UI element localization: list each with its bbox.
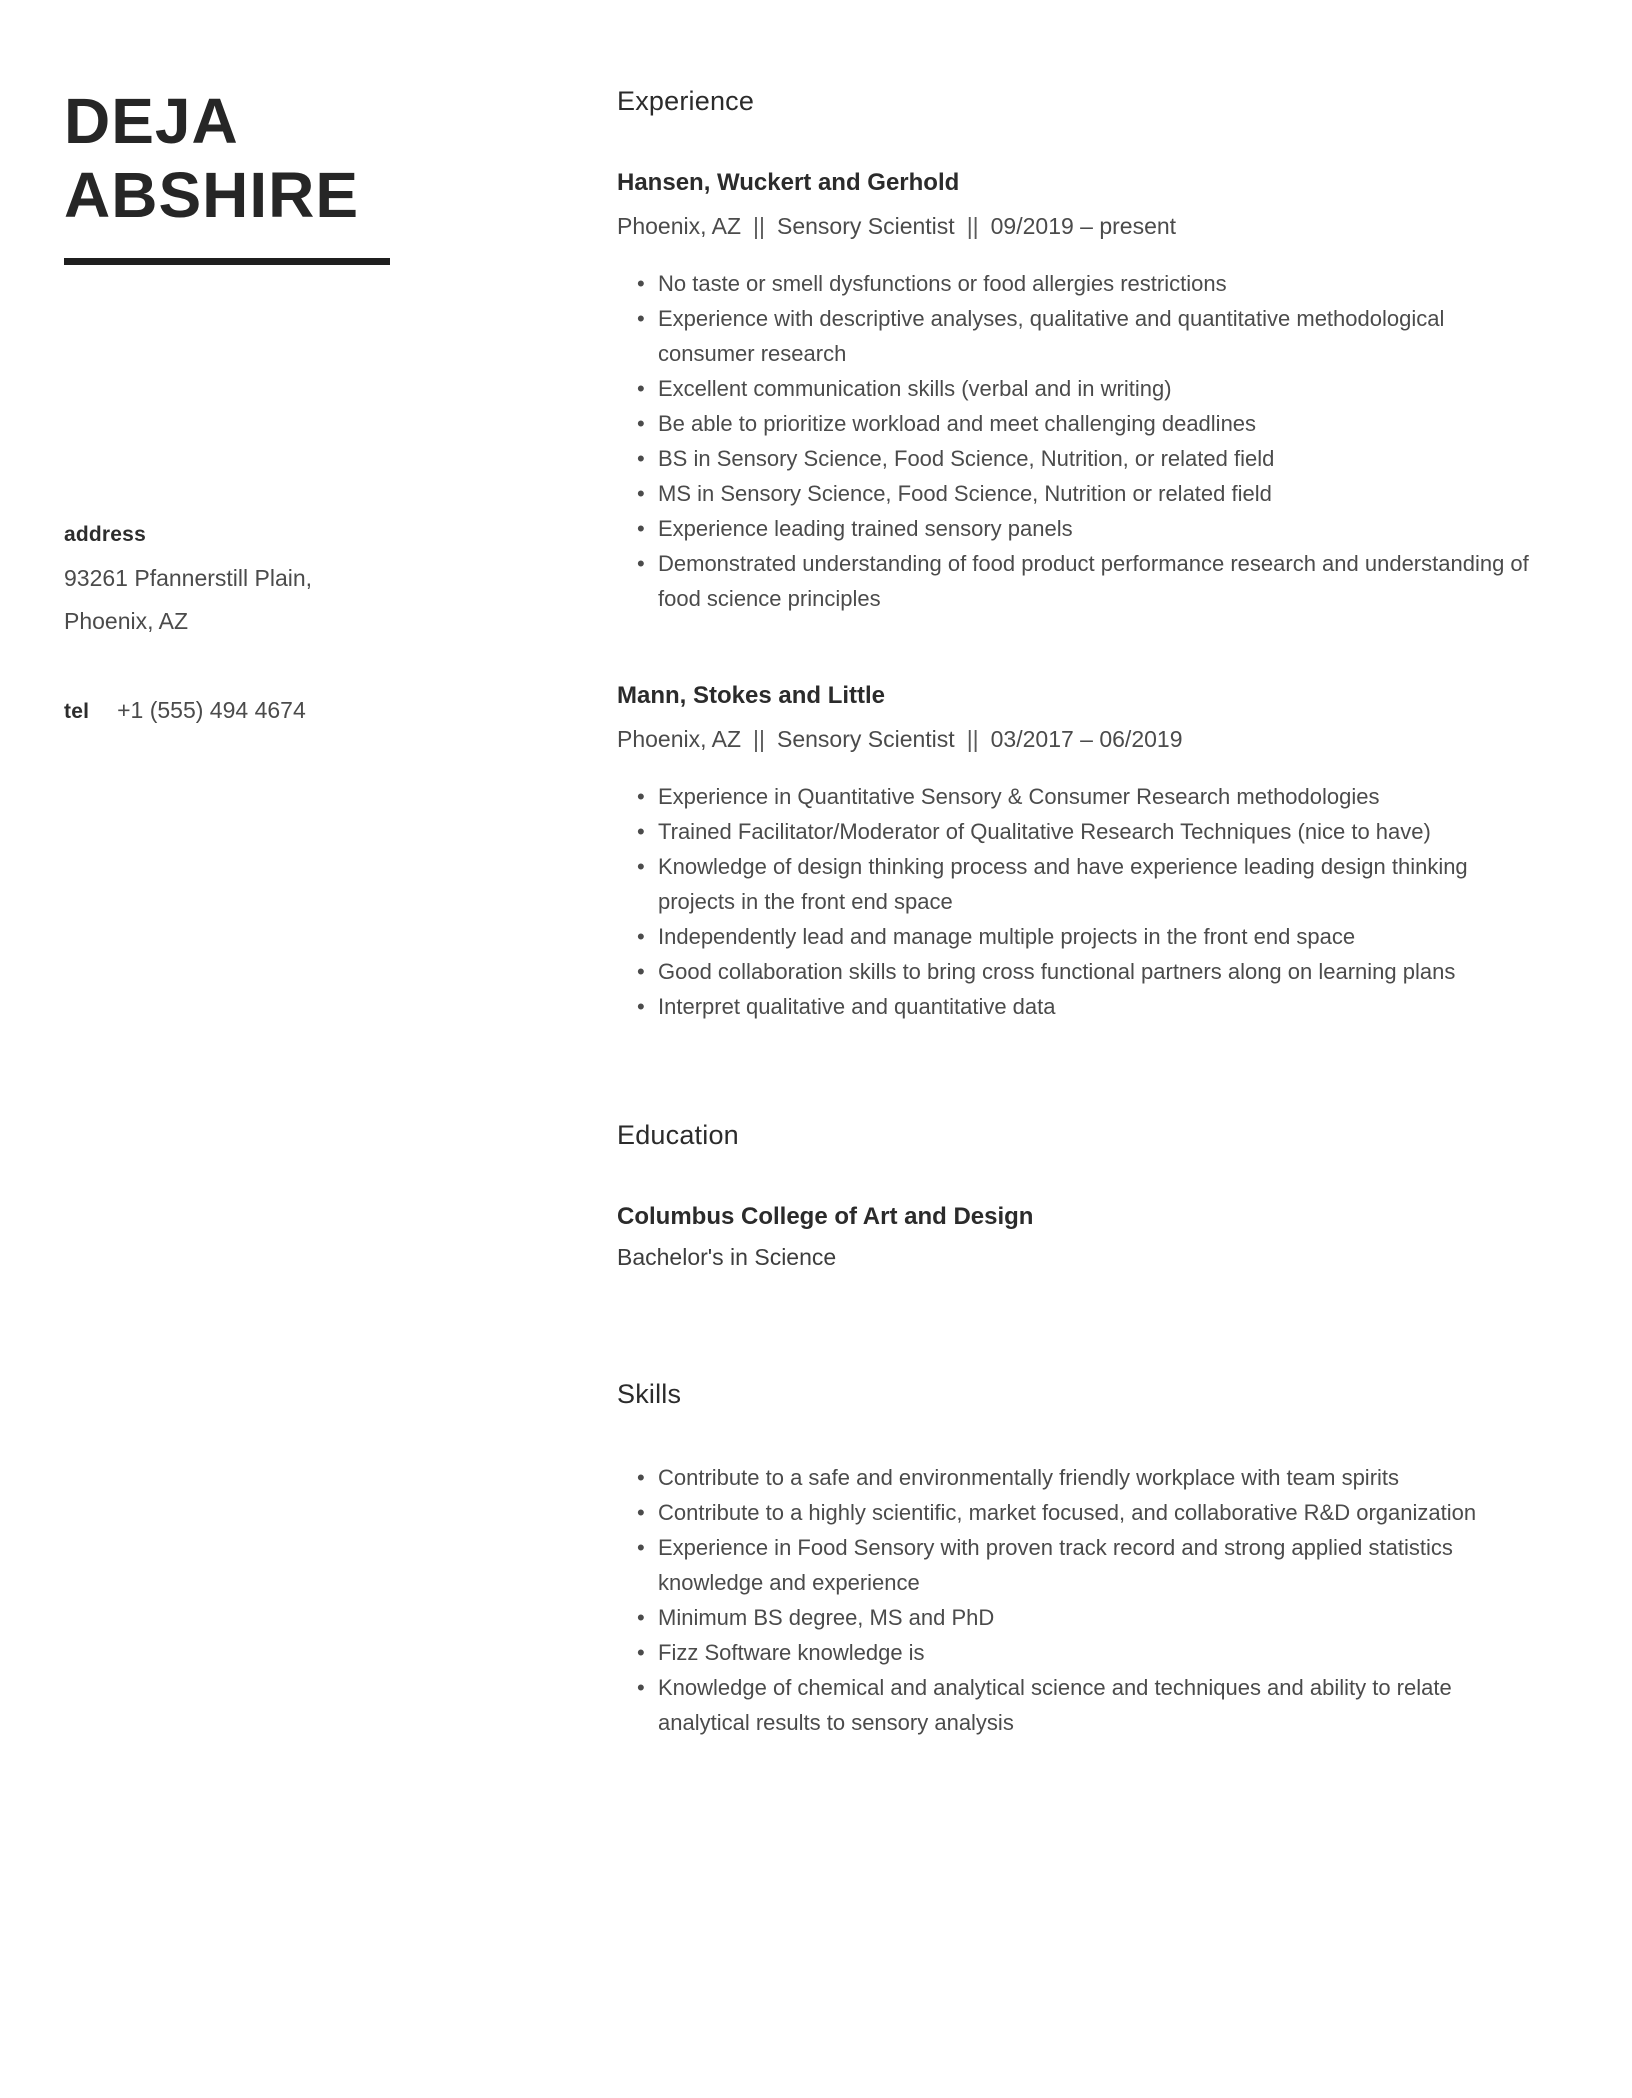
address-line-1: 93261 Pfannerstill Plain, bbox=[64, 565, 313, 591]
job-role: Sensory Scientist bbox=[776, 213, 955, 239]
tel-row bbox=[64, 697, 617, 724]
job-dates: 03/2017 – 06/2019 bbox=[990, 726, 1183, 752]
candidate-first-name: DEJA bbox=[64, 85, 239, 157]
meta-separator: || bbox=[966, 213, 979, 239]
bullet-item: • Contribute to a safe and environmentally friendly workplace with team spirits bbox=[617, 1460, 1546, 1495]
bullet-item: • Be able to prioritize workload and meet challenging deadlines bbox=[617, 406, 1546, 441]
education-section bbox=[617, 1120, 1546, 1271]
job-entry bbox=[617, 682, 1546, 1024]
job-location: Phoenix, AZ bbox=[617, 213, 742, 239]
bullet-item: • Good collaboration skills to bring cross functional partners along on learning plans bbox=[617, 954, 1546, 989]
meta-separator: || bbox=[753, 726, 765, 752]
section-title-experience: Experience bbox=[617, 86, 755, 116]
bullet-item: • Knowledge of design thinking process and have experience leading design thinking projects in the front end space bbox=[617, 849, 1546, 919]
job-company: Mann, Stokes and Little bbox=[617, 682, 886, 709]
meta-separator: || bbox=[966, 726, 979, 752]
contact-block bbox=[64, 523, 617, 724]
bullet-item: • Experience with descriptive analyses, qualitative and quantitative methodological consumer research bbox=[617, 301, 1546, 371]
meta-separator: || bbox=[753, 213, 765, 239]
bullet-item: • Demonstrated understanding of food product performance research and understanding of food science principles bbox=[617, 546, 1546, 616]
skills-bullet-list bbox=[617, 1460, 1546, 1740]
job-entry bbox=[617, 169, 1546, 616]
bullet-item: • Knowledge of chemical and analytical science and techniques and ability to relate analytical results to sensory analysis bbox=[617, 1670, 1546, 1740]
bullet-item: • Minimum BS degree, MS and PhD bbox=[617, 1600, 1546, 1635]
bullet-item: • Independently lead and manage multiple projects in the front end space bbox=[617, 919, 1546, 954]
bullet-item: • No taste or smell dysfunctions or food allergies restrictions bbox=[617, 266, 1546, 301]
education-degree: Bachelor's in Science bbox=[617, 1244, 837, 1270]
job-role: Sensory Scientist bbox=[776, 726, 955, 752]
address-label: address bbox=[64, 523, 146, 546]
address-line-2: Phoenix, AZ bbox=[64, 608, 189, 634]
main-column bbox=[617, 0, 1632, 2098]
tel-value: +1 (555) 494 4674 bbox=[117, 697, 306, 723]
candidate-last-name: ABSHIRE bbox=[64, 159, 360, 231]
bullet-item: • MS in Sensory Science, Food Science, Nutrition or related field bbox=[617, 476, 1546, 511]
bullet-item: • Excellent communication skills (verbal and in writing) bbox=[617, 371, 1546, 406]
section-title-skills: Skills bbox=[617, 1379, 682, 1409]
bullet-item: • Contribute to a highly scientific, market focused, and collaborative R&D organization bbox=[617, 1495, 1546, 1530]
skills-section bbox=[617, 1379, 1546, 1740]
name-underline-rule bbox=[64, 258, 390, 265]
bullet-item: • Interpret qualitative and quantitative data bbox=[617, 989, 1546, 1024]
bullet-item: • Fizz Software knowledge is bbox=[617, 1635, 1546, 1670]
job-bullet-list bbox=[617, 266, 1546, 616]
job-location: Phoenix, AZ bbox=[617, 726, 742, 752]
education-school: Columbus College of Art and Design bbox=[617, 1203, 1034, 1230]
job-company: Hansen, Wuckert and Gerhold bbox=[617, 169, 960, 196]
candidate-name bbox=[64, 84, 617, 232]
job-meta bbox=[617, 726, 1546, 753]
job-meta bbox=[617, 213, 1546, 240]
bullet-item: • Experience in Food Sensory with proven track record and strong applied statistics knowledge and experience bbox=[617, 1530, 1546, 1600]
bullet-item: • BS in Sensory Science, Food Science, Nutrition, or related field bbox=[617, 441, 1546, 476]
bullet-item: • Trained Facilitator/Moderator of Qualitative Research Techniques (nice to have) bbox=[617, 814, 1546, 849]
job-dates: 09/2019 – present bbox=[990, 213, 1177, 239]
sidebar bbox=[0, 0, 617, 2098]
section-title-education: Education bbox=[617, 1120, 739, 1150]
bullet-item: • Experience leading trained sensory panels bbox=[617, 511, 1546, 546]
bullet-item: • Experience in Quantitative Sensory & Consumer Research methodologies bbox=[617, 779, 1546, 814]
tel-label: tel bbox=[64, 700, 90, 723]
job-bullet-list bbox=[617, 779, 1546, 1024]
